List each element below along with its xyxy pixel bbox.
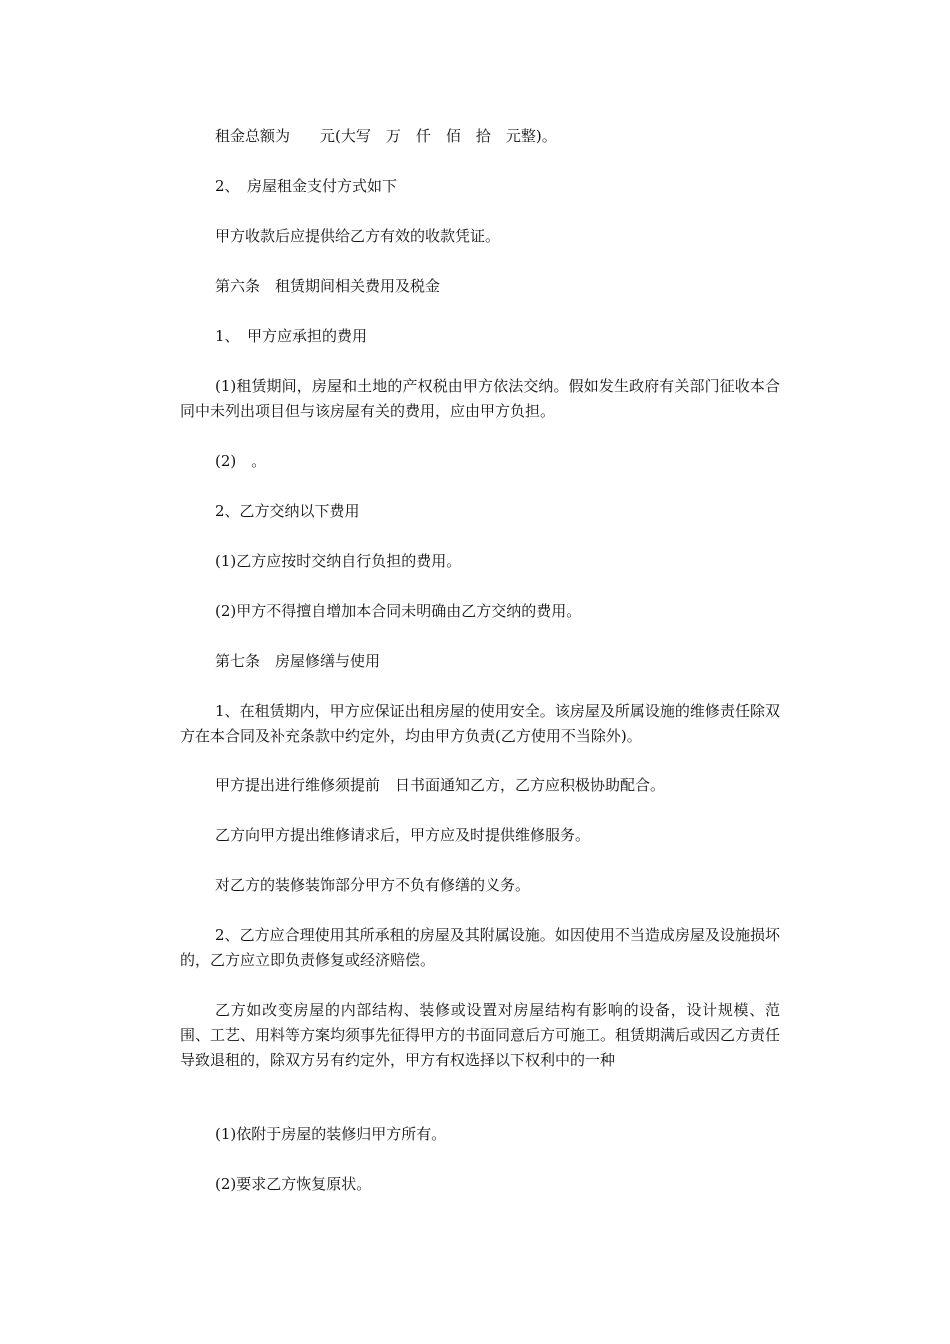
paragraph-decoration-ownership: (1)依附于房屋的装修归甲方所有。	[215, 1125, 447, 1143]
paragraph-payment-method: 2、 房屋租金支付方式如下	[215, 177, 398, 195]
paragraph-party-a-fees: 1、 甲方应承担的费用	[215, 327, 368, 345]
heading-article-seven: 第七条 房屋修缮与使用	[215, 652, 381, 670]
paragraph-repair-notice: 甲方提出进行维修须提前 日书面通知乙方，乙方应积极协助配合。	[215, 776, 666, 794]
paragraph-party-b-fees: 2、乙方交纳以下费用	[215, 502, 360, 520]
paragraph-restore-original: (2)要求乙方恢复原状。	[215, 1175, 372, 1193]
paragraph-rent-total: 租金总额为 元(大写 万 仟 佰 拾 元整)。	[215, 127, 557, 145]
paragraph-repair-request: 乙方向甲方提出维修请求后，甲方应及时提供维修服务。	[215, 826, 591, 844]
paragraph-item-2-blank: (2) 。	[215, 452, 267, 470]
paragraph-decoration-duty: 对乙方的装修装饰部分甲方不负有修缮的义务。	[215, 876, 531, 894]
heading-article-six: 第六条 租赁期间相关费用及税金	[215, 277, 441, 295]
paragraph-maintenance-safety: 1、在租赁期内，甲方应保证出租房屋的使用安全。该房屋及所属设施的维修责任除双方在本合同及补充条款中约定外，均由甲方负责(乙方使用不当除外)。	[180, 702, 780, 745]
paragraph-property-tax: (1)租赁期间，房屋和土地的产权税由甲方依法交纳。假如发生政府有关部门征收本合同中未列出项目但与该房屋有关的费用，应由甲方负担。	[180, 377, 780, 420]
paragraph-b-pay-on-time: (1)乙方应按时交纳自行负担的费用。	[215, 552, 462, 570]
paragraph-no-extra-fees: (2)甲方不得擅自增加本合同未明确由乙方交纳的费用。	[215, 602, 582, 620]
paragraph-structure-change: 乙方如改变房屋的内部结构、装修或设置对房屋结构有影响的设备，设计规模、范围、工艺、用料等方案均须事先征得甲方的书面同意后方可施工。租赁期满后或因乙方责任导致退租的，除双方另有约定外，甲方有权选择以下权利中的一种	[180, 1001, 781, 1069]
paragraph-proper-use: 2、乙方应合理使用其所承租的房屋及其附属设施。如因使用不当造成房屋及设施损坏的，乙方应立即负责修复或经济赔偿。	[180, 926, 780, 969]
paragraph-receipt: 甲方收款后应提供给乙方有效的收款凭证。	[215, 227, 501, 245]
